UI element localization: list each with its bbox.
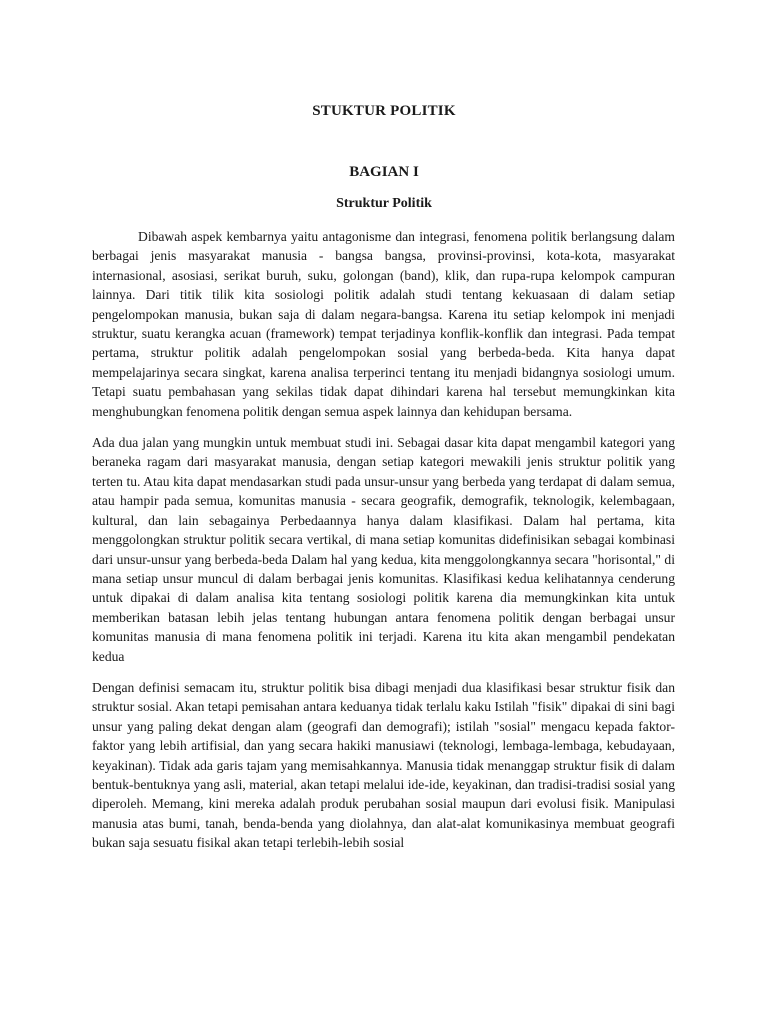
part-heading: BAGIAN I — [349, 164, 419, 180]
body-text — [92, 227, 675, 865]
document-title: STUKTUR POLITIK — [312, 103, 456, 119]
paragraph-1: Dibawah aspek kembarnya yaitu antagonisme dan integrasi, fenomena politik berlangsung dalam berbagai jenis masyarakat manusia - bangsa bangsa, provinsi-provinsi, kota-kota, masyarakat internasional, asosiasi, serikat buruh, suku, golongan (band), klik, dan rupa-rupa kelompok campuran lainnya. Dari titik tilik kita sosiologi politik adalah studi tentang kekuasaan di dalam setiap pengelompokan manusia, bukan saja di dalam negara-bangsa. Karena itu setiap kelompok ini menjadi struktur, suatu kerangka acuan (framework) tempat terjadinya konflik-konflik dan integrasi. Pada tempat pertama, struktur politik adalah pengelompokan sosial yang berbeda-beda. Kita hanya dapat mempelajarinya secara singkat, karena analisa terperinci tentang itu menjadi bidangnya sosiologi umum. Tetapi suatu pembahasan yang sekilas tidak dapat dihindari karena hal tersebut memungkinkan kita menghubungkan fenomena politik dengan semua aspek lainnya dan kehidupan bersama. — [92, 229, 675, 419]
paragraph-2: Ada dua jalan yang mungkin untuk membuat studi ini. Sebagai dasar kita dapat mengambil kategori yang beraneka ragam dari masyarakat manusia, dengan setiap kategori mewakili jenis struktur politik yang terten tu. Atau kita dapat mendasarkan studi pada unsur-unsur yang berbeda yang terdapat di dalam semua, atau hampir pada semua, komunitas manusia - secara geografik, demografik, teknologik, kelembagaan, kultural, dan lain sebagainya Perbedaannya hanya dalam klasifikasi. Dalam hal pertama, kita menggolongkan struktur politik secara vertikal, di mana setiap komunitas didefinisikan sebagai kombinasi dari unsur-unsur yang berbeda-beda Dalam hal yang kedua, kita menggolongkannya secara "horisontal," di mana setiap unsur muncul di dalam berbagai jenis komunitas. Klasifikasi kedua kelihatannya cenderung untuk dipakai di dalam analisa kita tentang sosiologi politik karena dia memungkinkan kita untuk memberikan batasan lebih jelas tentang hubungan antara fenomena politik dengan berbagai unsur komunitas manusia di mana fenomena politik ini terjadi. Karena itu kita akan mengambil pendekatan kedua — [92, 435, 675, 664]
section-subtitle: Struktur Politik — [336, 196, 432, 211]
paragraph-3: Dengan definisi semacam itu, struktur politik bisa dibagi menjadi dua klasifikasi besar struktur fisik dan struktur sosial. Akan tetapi pemisahan antara keduanya tidak terlalu kaku Istilah "fisik" dipakai di sini bagi unsur yang paling dekat dengan alam (geografi dan demografi); istilah "sosial" mengacu kepada faktor-faktor yang lebih artifisial, dan yang secara hakiki manusiawi (teknologi, lembaga-lembaga, kebudayaan, keyakinan). Tidak ada garis tajam yang memisahkannya. Manusia tidak menanggap struktur fisik di dalam bentuk-bentuknya yang asli, material, akan tetapi melalui ide-ide, keyakinan, dan tradisi-tradisi sosial yang diperoleh. Memang, kini mereka adalah produk perubahan sosial maupun dari evolusi fisik. Manipulasi manusia atas bumi, tanah, benda-benda yang diolahnya, dan alat-alat komunikasinya membuat geografi bukan saja sesuatu fisikal akan tetapi terlebih-lebih sosial — [92, 679, 675, 851]
